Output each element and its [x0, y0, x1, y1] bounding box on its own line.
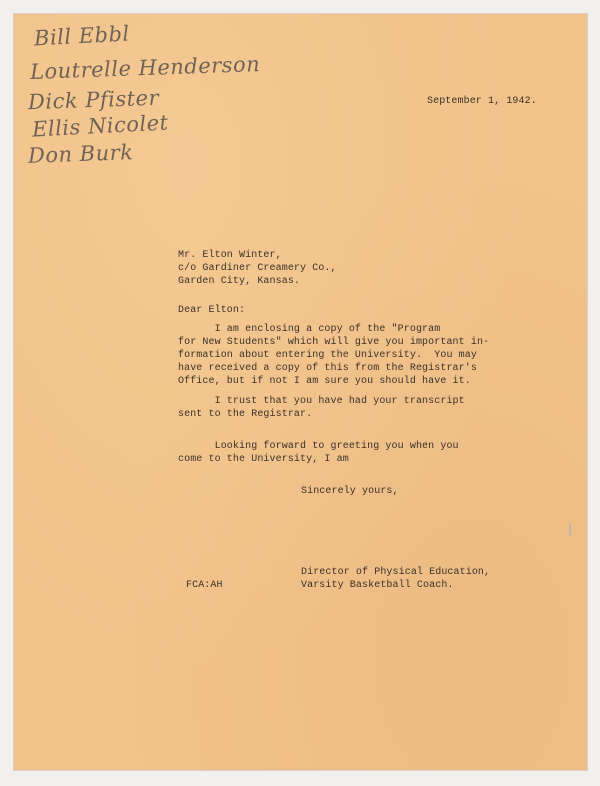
- address-line: Garden City, Kansas.: [178, 276, 301, 287]
- salutation: Dear Elton:: [178, 305, 246, 316]
- letter-page: [14, 14, 587, 770]
- recipient-address: [178, 249, 337, 288]
- body-paragraph: I am enclosing a copy of the "Program for New Students" which will give you important in- formation about entering the University. You may have received a copy of this from the Registrar's Office, but if not I am sure you should have it.: [178, 324, 490, 387]
- address-line: Mr. Elton Winter,: [178, 250, 282, 261]
- handwritten-name: Bill Ebbl: [33, 21, 131, 51]
- address-line: c/o Gardiner Creamery Co.,: [178, 263, 337, 274]
- handwritten-name: Don Burk: [27, 140, 134, 168]
- reference-initials: FCA:AH: [186, 580, 223, 591]
- letter-date: September 1, 1942.: [427, 96, 537, 107]
- handwritten-name: Dick Pfister: [27, 85, 160, 115]
- body-paragraph: Looking forward to greeting you when you come to the University, I am: [178, 441, 459, 465]
- body-paragraph: I trust that you have had your transcript sent to the Registrar.: [178, 396, 465, 420]
- paper-mark: [569, 524, 571, 536]
- signature-title-line: Director of Physical Education,: [301, 567, 491, 578]
- handwritten-name: Loutrelle Henderson: [29, 51, 261, 85]
- complimentary-close: Sincerely yours,: [301, 486, 399, 497]
- signature-block: [301, 566, 490, 592]
- signature-title-line: Varsity Basketball Coach.: [301, 580, 454, 591]
- handwritten-name: Ellis Nicolet: [31, 110, 170, 142]
